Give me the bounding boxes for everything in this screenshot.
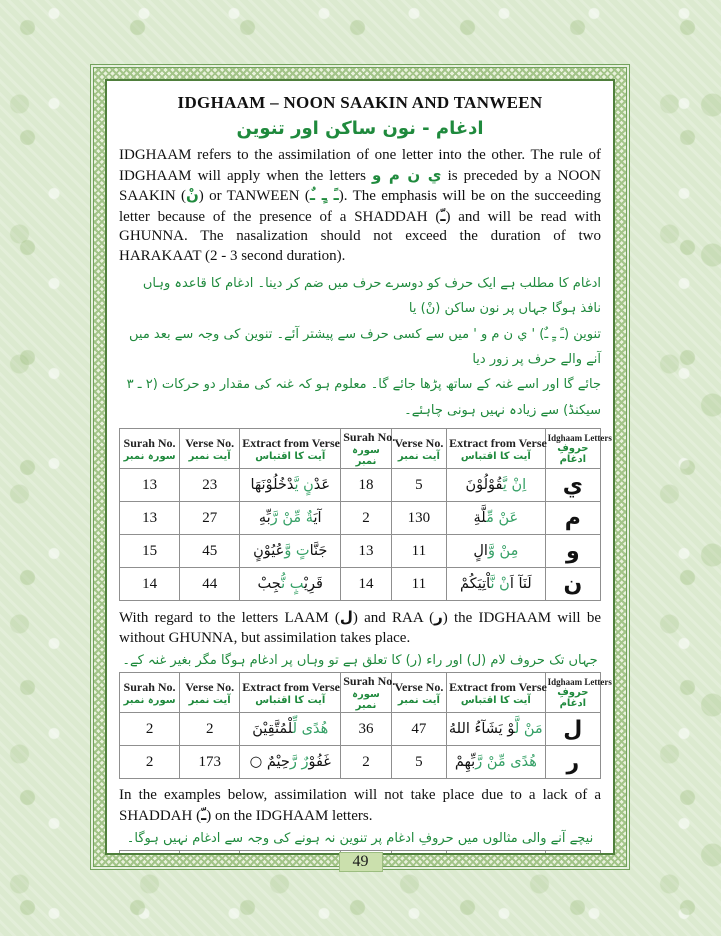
column-header bbox=[180, 851, 240, 855]
column-header: Verse No. آیت نمبر bbox=[180, 673, 240, 713]
urdu-paragraph bbox=[119, 271, 601, 423]
idghaam-letter-cell: ل bbox=[545, 713, 600, 746]
column-header: Verse No. آیت نمبر bbox=[391, 673, 446, 713]
table-row bbox=[120, 568, 601, 601]
urdu-line: جائے گا اور اسے غنہ کے ساتھ پڑھا جائے گا۔ معلوم ہو کہ غنہ کی مقدار دو حرکات (۲ ـ ۳ سیکنڈ) سے زیادہ نہیں ہونی چاہئے۔ bbox=[126, 377, 601, 418]
idghaam-letters-inline: ي ن م و bbox=[372, 165, 442, 184]
table-row bbox=[120, 469, 601, 502]
column-header: Extract from Verse آیت کا اقتباس bbox=[447, 429, 546, 469]
table-row bbox=[120, 502, 601, 535]
verse-extract-cell: جَنَّاتٍ وَّعُيُوْنٍ bbox=[240, 535, 341, 568]
column-header: Verse No. آیت نمبر bbox=[391, 429, 446, 469]
laam-raa-urdu-line: جہاں تک حروف لام (ل) اور راء (ر) کا تعلق ہے تو وہاں پر ادغام ہوگا مگر بغیر غنہ کے۔ bbox=[122, 653, 598, 669]
examples-table bbox=[119, 428, 612, 601]
surah-no-cell: 15 bbox=[120, 535, 180, 568]
surah-no-cell: 2 bbox=[341, 746, 392, 779]
column-header: Idghaam Letters حروفِ ادغام bbox=[545, 429, 600, 469]
column-header bbox=[391, 851, 446, 855]
column-header: Surah No. سورہ نمبر bbox=[341, 429, 392, 469]
intro-text: IDGHAAM refers to the assimilation of one letter into the other. The rule of IDGHAAM will apply when the letters bbox=[119, 147, 601, 184]
column-header bbox=[240, 851, 341, 855]
verse-extract-cell: قَرِيْبٍ نُّجِبْ bbox=[240, 568, 341, 601]
verse-extract-cell: لَنَآ اَنْ نَّاْتِيَكُمْ bbox=[447, 568, 546, 601]
tanween-symbol: ـً ـٍ ـٌ bbox=[309, 186, 339, 204]
raa-letter: ر bbox=[434, 608, 443, 627]
ornamental-frame bbox=[90, 64, 630, 870]
surah-no-cell: 2 bbox=[341, 502, 392, 535]
column-header: Extract from Verse آیت کا اقتباس bbox=[447, 673, 546, 713]
noon-saakin-symbol: نْ bbox=[185, 186, 199, 204]
surah-no-cell: 18 bbox=[341, 469, 392, 502]
surah-no-cell: 14 bbox=[341, 568, 392, 601]
idghaam-letter-cell: ن bbox=[545, 568, 600, 601]
column-header: Surah No. سورہ نمبر bbox=[341, 673, 392, 713]
table-row bbox=[120, 535, 601, 568]
column-header bbox=[447, 851, 546, 855]
verse-no-cell: 130 bbox=[391, 502, 446, 535]
surah-no-cell: 13 bbox=[120, 469, 180, 502]
column-header bbox=[120, 851, 180, 855]
page-number: 49 bbox=[339, 852, 383, 872]
column-header: Surah No. سورہ نمبر bbox=[120, 429, 180, 469]
urdu-line: تنوین (ـً ـٍ ـٌ) ' ي ن م و ' میں سے کسی حرف سے پیشتر آئے۔ تنوین کی وجہ سے بعد میں آنے والے حرف پر زور دیا bbox=[129, 326, 601, 368]
verse-no-cell: 44 bbox=[180, 568, 240, 601]
column-header: Extract from Verse آیت کا اقتباس bbox=[240, 429, 341, 469]
table-row bbox=[120, 713, 601, 746]
idghaam-table-no-ghunna bbox=[119, 672, 612, 779]
verse-no-cell: 27 bbox=[180, 502, 240, 535]
shaddah-symbol: ـّ bbox=[201, 805, 207, 824]
verse-no-cell: 45 bbox=[180, 535, 240, 568]
surah-no-cell: 2 bbox=[120, 713, 180, 746]
shaddah-symbol: ـّ bbox=[440, 206, 446, 225]
verse-extract-cell: هُدًى مِّنْ رَّبِّهِمْ bbox=[447, 746, 546, 779]
verse-no-cell: 47 bbox=[391, 713, 446, 746]
surah-no-cell: 13 bbox=[341, 535, 392, 568]
table-row bbox=[120, 746, 601, 779]
column-header: Extract from Verse آیت کا اقتباس bbox=[240, 673, 341, 713]
verse-extract-cell: عَنْ مِّلَّةِ bbox=[447, 502, 546, 535]
verse-no-cell: 2 bbox=[180, 713, 240, 746]
surah-no-cell: 2 bbox=[120, 746, 180, 779]
verse-no-cell: 173 bbox=[180, 746, 240, 779]
verse-no-cell: 5 bbox=[391, 469, 446, 502]
surah-no-cell: 13 bbox=[120, 502, 180, 535]
verse-no-cell: 5 bbox=[391, 746, 446, 779]
column-header bbox=[545, 851, 600, 855]
idghaam-letter-cell: ر bbox=[545, 746, 600, 779]
no-shaddah-urdu-line: نیچے آنے والی مثالوں میں حروفِ ادغام پر تنوین نہ ہونے کی وجہ سے ادغام نہیں ہوگا۔ bbox=[126, 831, 594, 847]
intro-paragraph: IDGHAAM refers to the assimilation of one letter into the other. The rule of IDGHAAM will apply when the letters ي ن م و is preceded by a NOON SAAKIN (نْ) or TANWEEN (ـً ـٍ ـٌ). The emphasis will be on the succeeding letter because of the presence of a SHADDAH (ـّ) and will be read with GHUNNA. The nasalization should not exceed the duration of two HARAKAAT (2 - 3 second duration). bbox=[119, 147, 601, 264]
frame-decorative-band bbox=[93, 67, 627, 867]
verse-extract-cell: آيَةٌ مِّنْ رَّبِّهِ bbox=[240, 502, 341, 535]
surah-no-cell: 36 bbox=[341, 713, 392, 746]
content-area bbox=[105, 79, 615, 855]
urdu-line: ادغام کا مطلب ہے ایک حرف کو دوسرے حرف میں ضم کر دینا۔ ادغام کا قاعدہ وہاں نافذ ہوگا جہاں پر نون ساکن (نْ) یا bbox=[142, 276, 601, 317]
idghaam-letter-cell: ي bbox=[545, 469, 600, 502]
idghaam-letter-cell: و bbox=[545, 535, 600, 568]
verse-no-cell: 11 bbox=[391, 535, 446, 568]
verse-extract-cell: هُدًى لِّلْمُتَّقِيْنَ bbox=[240, 713, 341, 746]
verse-no-cell: 11 bbox=[391, 568, 446, 601]
laam-raa-paragraph: With regard to the letters LAAM (ل) and RAA (ر) the IDGHAAM will be without GHUNNA, but assimilation takes place. bbox=[119, 608, 601, 646]
surah-no-cell: 14 bbox=[120, 568, 180, 601]
column-header: Surah No. سورہ نمبر bbox=[120, 673, 180, 713]
verse-extract-cell: عَدْنٍ يَّدْخُلُوْنَهَا bbox=[240, 469, 341, 502]
idghaam-letter-cell: م bbox=[545, 502, 600, 535]
verse-extract-cell: اِنْ يَّقُوْلُوْنَ bbox=[447, 469, 546, 502]
verse-extract-cell: مِنْ وَّالٍ bbox=[447, 535, 546, 568]
idghaam-table-ghunna bbox=[119, 428, 612, 601]
verse-extract-cell: غَفُوْرٌ رَّحِيْمٌ ○ bbox=[240, 746, 341, 779]
verse-extract-cell: مَنْ لَّوْ يَشَآءُ اللهُ bbox=[447, 713, 546, 746]
no-shaddah-paragraph: In the examples below, assimilation will not take place due to a lack of a SHADDAH (ـّ) on the IDGHAAM letters. bbox=[119, 787, 601, 824]
column-header: Verse No. آیت نمبر bbox=[180, 429, 240, 469]
examples-table bbox=[119, 672, 612, 779]
column-header: Idghaam Letters حروفِ ادغام bbox=[545, 673, 600, 713]
verse-no-cell: 23 bbox=[180, 469, 240, 502]
page-title: IDGHAAM – NOON SAAKIN AND TANWEEN bbox=[177, 93, 543, 112]
urdu-subtitle: ادغام - نون ساکن اور تنوین bbox=[236, 118, 484, 139]
laam-letter: ل bbox=[339, 608, 353, 627]
